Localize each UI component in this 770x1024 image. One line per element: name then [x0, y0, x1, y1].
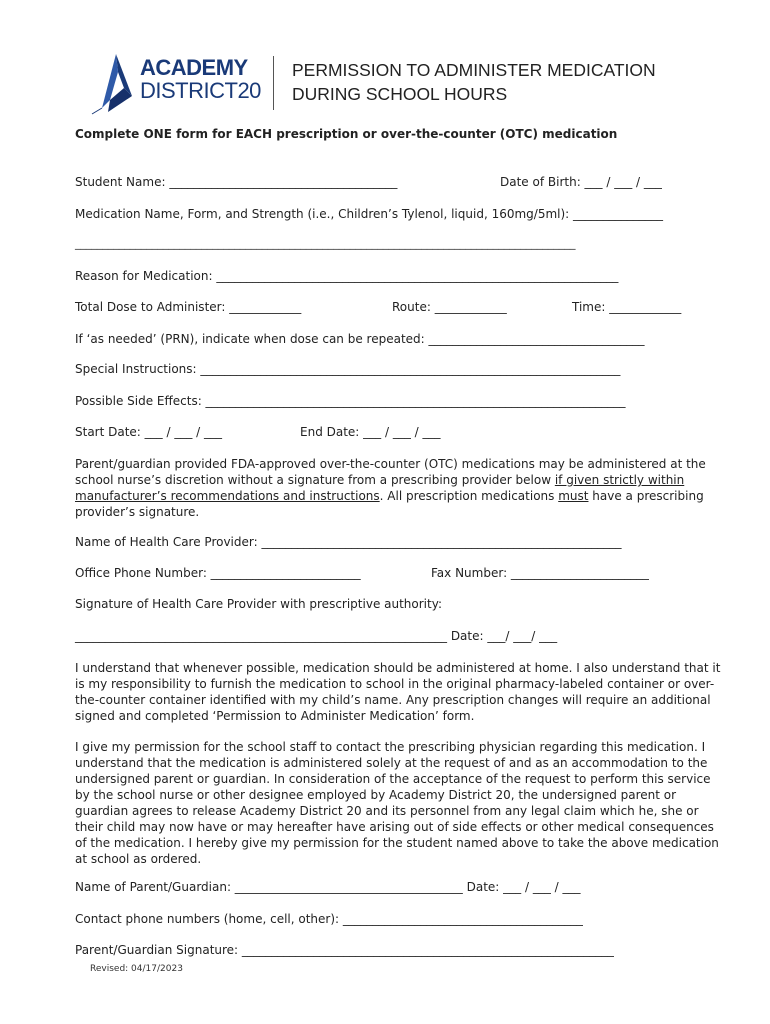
start-date-field[interactable]: Start Date: ___ / ___ / ___	[75, 425, 223, 439]
otc-text-2: . All prescription medications	[379, 489, 559, 503]
fax-field[interactable]: Fax Number: _______________________	[431, 566, 649, 580]
provider-signature-field[interactable]: ______________________________________________________________ Date: ___/ ___/ ___	[75, 629, 558, 643]
header-divider	[273, 56, 274, 110]
otc-text-3: have a prescribing provider’s signature.	[75, 489, 704, 519]
total-dose-field[interactable]: Total Dose to Administer: ____________	[75, 300, 302, 314]
reason-field[interactable]: Reason for Medication: ___________________________________________________________________	[75, 269, 619, 283]
special-instructions-field[interactable]: Special Instructions: ______________________________________________________________________	[75, 362, 621, 376]
provider-signature-label: Signature of Health Care Provider with prescriptive authority:	[75, 597, 442, 611]
provider-name-field[interactable]: Name of Health Care Provider: ____________________________________________________________	[75, 535, 622, 549]
revised-date: Revised: 04/17/2023	[90, 964, 183, 974]
parent-name-field[interactable]: Name of Parent/Guardian: ______________________________________ Date: ___ / ___ / ___	[75, 880, 581, 894]
otc-underline-1: if given strictly within manufacturer’s recommendations and instructions	[75, 473, 685, 503]
office-phone-field[interactable]: Office Phone Number: _________________________	[75, 566, 361, 580]
logo-text-academy: ACADEMY	[140, 55, 248, 80]
medication-field[interactable]: Medication Name, Form, and Strength (i.e., Children’s Tylenol, liquid, 160mg/5ml): _______________	[75, 207, 664, 221]
form-title-line2: DURING SCHOOL HOURS	[292, 84, 508, 104]
form-title-line1: PERMISSION TO ADMINISTER MEDICATION	[292, 60, 656, 80]
academy-district-20-logo	[88, 52, 268, 116]
otc-paragraph	[75, 456, 725, 520]
form-instruction: Complete ONE form for EACH prescription or over-the-counter (OTC) medication	[75, 127, 618, 141]
contact-phone-field[interactable]: Contact phone numbers (home, cell, other): ________________________________________	[75, 912, 583, 926]
understand-paragraph: I understand that whenever possible, medication should be administered at home. I also understand that it is my responsibility to furnish the medication to school in the original pharmacy-labeled container or over-the-counter container identified with my child’s name. Any prescription changes will require an additional signed and completed ‘Permission to Administer Medication’ form.	[75, 661, 721, 723]
parent-signature-field[interactable]: Parent/Guardian Signature: ______________________________________________________________	[75, 943, 614, 957]
student-name-field[interactable]: Student Name: ______________________________________	[75, 175, 398, 189]
route-field[interactable]: Route: ____________	[392, 300, 507, 314]
permission-paragraph: I give my permission for the school staff to contact the prescribing physician regarding this medication. I understand that the medication is administered solely at the request of and as an accommodation to the undersigned parent or guardian. In consideration of the acceptance of the request to perform this service by the school nurse or other designee employed by Academy District 20, the undersigned parent or guardian agrees to release Academy District 20 and its personnel from any legal claim which he, she or their child may now have or may hereafter have arising out of side effects or other medical consequences of the medication. I hereby give my permission for the student named above to take the above medication at school as ordered.	[75, 740, 719, 866]
mountain-peak-icon	[88, 52, 138, 116]
prn-field[interactable]: If ‘as needed’ (PRN), indicate when dose can be repeated: ____________________________________	[75, 332, 645, 346]
end-date-field[interactable]: End Date: ___ / ___ / ___	[300, 425, 441, 439]
medication-field-continued[interactable]: ___________________________________________________________________________________________	[75, 237, 576, 250]
otc-underline-2: must	[558, 489, 589, 503]
date-of-birth-field[interactable]: Date of Birth: ___ / ___ / ___	[500, 175, 662, 189]
otc-text-1: Parent/guardian provided FDA-approved over-the-counter (OTC) medications may be administered at the school nurse’s discretion without a signature from a prescribing provider below	[75, 457, 706, 487]
time-field[interactable]: Time: ____________	[572, 300, 682, 314]
side-effects-field[interactable]: Possible Side Effects: ______________________________________________________________________	[75, 394, 626, 408]
logo-text-district: DISTRICT20	[140, 78, 261, 103]
form-title	[292, 58, 656, 106]
